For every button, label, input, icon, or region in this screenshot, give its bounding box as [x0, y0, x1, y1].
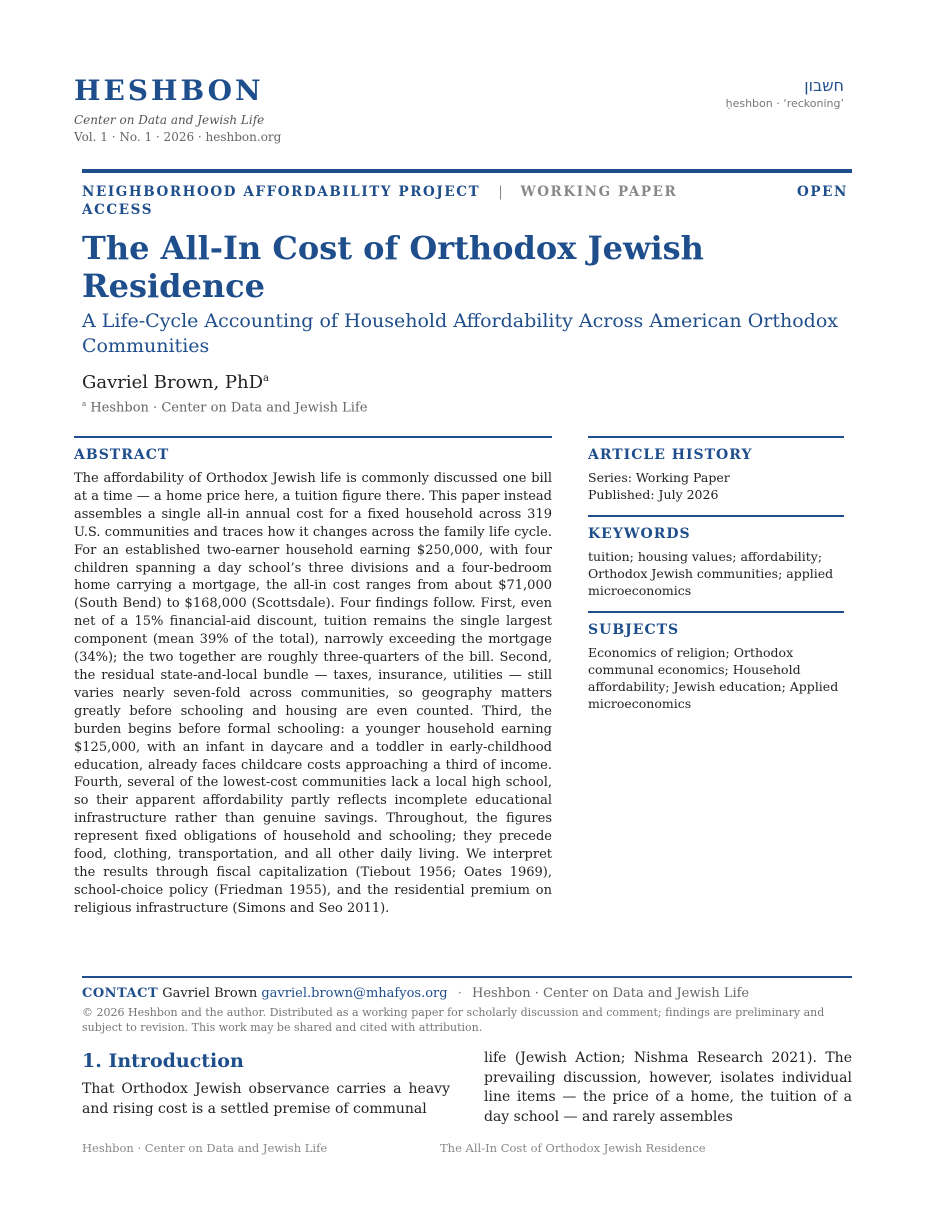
abstract-section — [74, 436, 552, 918]
affiliation — [82, 400, 367, 415]
keywords-text: tuition; housing values; affordability; Orthodox Jewish communities; applied microeconomics — [588, 549, 834, 598]
contact-separator: · — [457, 986, 462, 1001]
access-label: ACCESS — [82, 202, 154, 218]
kicker — [82, 183, 848, 219]
paper-title: The All-In Cost of Orthodox Jewish Residence — [82, 229, 704, 305]
project-label: NEIGHBORHOOD AFFORDABILITY PROJECT — [82, 184, 481, 200]
volume-line: Vol. 1 · No. 1 · 2026 · heshbon.org — [74, 130, 282, 144]
affiliation-mark: a — [82, 400, 87, 408]
open-access-label: OPEN — [797, 184, 848, 200]
kicker-separator: | — [498, 184, 505, 200]
history-rule — [588, 436, 844, 438]
contact-name: Gavriel Brown — [162, 986, 258, 1001]
masthead — [74, 74, 281, 144]
sidebar — [588, 436, 844, 724]
subjects-text: Economics of religion; Orthodox communal economics; Household affordability; Jewish education; Applied microeconomics — [588, 645, 839, 711]
introduction-text-left: That Orthodox Jewish observance carries a heavy and rising cost is a settled premise of communal — [82, 1081, 450, 1117]
brand-center: Center on Data and Jewish Life — [74, 113, 265, 127]
abstract-text: The affordability of Orthodox Jewish life is commonly discussed one bill at a time — a home price here, a tuition figure there. This paper instead assembles a single all-in annual cost for a fixed household across 319 U.S. communities and traces how it changes across the family life cycle. For an established two-earner household earning $250,000, with four children spanning a day school’s three divisions and a four-bedroom home carrying a mortgage, the all-in cost ranges from about $71,000 (South Bend) to $168,000 (Scottsdale). Four findings follow. First, even net of a 15% financial-aid discount, tuition remains the single largest component (mean 39% of the total), narrowly exceeding the mortgage (34%); the two together are roughly three-quarters of the bill. Second, the residual state-and-local bundle — taxes, insurance, utilities — still varies nearly seven-fold across communities, so geography matters greatly before schooling and housing are even counted. Third, the burden begins before formal schooling: a younger household earning $125,000, with an infant in daycare and a toddler in early-childhood education, already faces childcare costs approaching a third of income. Fourth, several of the lowest-cost communities lack a local high school, so their apparent affordability partly reflects incomplete educational infrastructure rather than genuine savings. Throughout, the figures represent fixed obligations of household and schooling; they precede food, clothing, transportation, and all other daily living. We interpret the results through fiscal capitalization (Tiebout 1956; Oates 1969), school-choice policy (Friedman 1955), and the residential premium on religious infrastructure (Simons and Seo 2011). — [74, 471, 552, 916]
contact-line — [82, 986, 749, 1001]
introduction-section — [82, 1050, 450, 1119]
contact-rule — [82, 976, 852, 978]
author-mark: a — [263, 373, 269, 384]
history-text — [588, 469, 844, 503]
footer-title: The All-In Cost of Orthodox Jewish Residence — [440, 1141, 706, 1155]
header-rule — [82, 169, 852, 173]
brand-name: HESHBON — [74, 74, 264, 107]
abstract-rule — [74, 436, 552, 438]
paper-type: WORKING PAPER — [520, 184, 678, 200]
introduction-text-right: life (Jewish Action; Nishma Research 2021). The prevailing discussion, however, isolates individual line items — the price of a home, the tuition of a day school — and rarely assembles — [484, 1050, 852, 1125]
history-heading: ARTICLE HISTORY — [588, 447, 753, 463]
hebrew-word: חשבון — [804, 76, 844, 95]
contact-org: Heshbon · Center on Data and Jewish Life — [472, 986, 750, 1001]
abstract-heading: ABSTRACT — [74, 447, 170, 463]
keywords-heading: KEYWORDS — [588, 526, 691, 542]
contact-email-link[interactable]: gavriel.brown@mhafyos.org — [261, 986, 448, 1001]
subjects — [588, 611, 844, 712]
affiliation-text: Heshbon · Center on Data and Jewish Life — [90, 400, 368, 416]
contact-label: CONTACT — [82, 986, 159, 1001]
footer-org: Heshbon · Center on Data and Jewish Life — [82, 1141, 328, 1155]
author-name: Gavriel Brown, PhD — [82, 372, 264, 393]
paper-subtitle: A Life-Cycle Accounting of Household Affordability Across American Orthodox Communities — [82, 310, 838, 357]
keywords — [588, 515, 844, 599]
history-published: Published: July 2026 — [588, 487, 719, 502]
copyright-notice: © 2026 Heshbon and the author. Distributed as a working paper for scholarly discussion and comment; findings are preliminary and subject to revision. This work may be shared and cited with attribution. — [82, 1006, 825, 1034]
history-series: Series: Working Paper — [588, 470, 730, 485]
keywords-rule — [588, 515, 844, 517]
article-history — [588, 436, 844, 503]
introduction-heading: 1. Introduction — [82, 1050, 244, 1072]
hebrew-gloss: ḥeshbon · ‘reckoning’ — [725, 97, 844, 110]
subjects-heading: SUBJECTS — [588, 622, 680, 638]
subjects-rule — [588, 611, 844, 613]
author — [82, 372, 269, 393]
hebrew-mark — [726, 76, 844, 110]
